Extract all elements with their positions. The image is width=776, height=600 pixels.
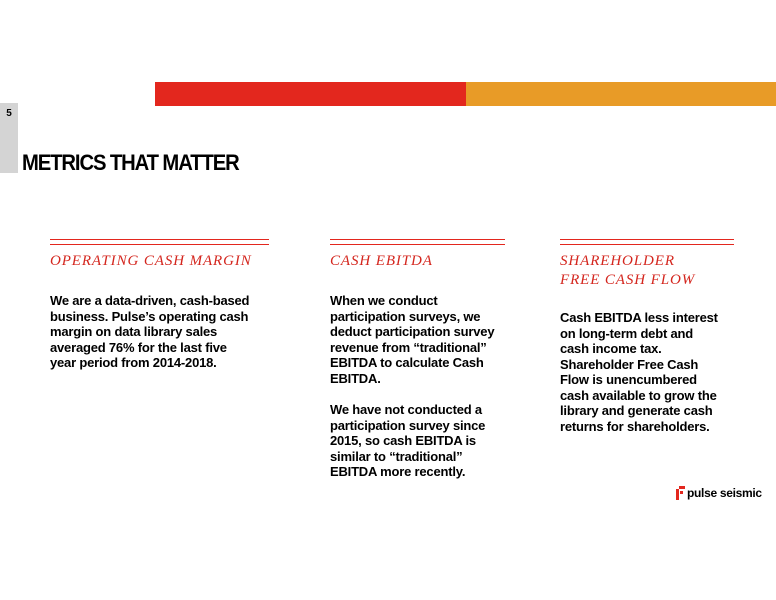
page-title: METRICS THAT MATTER (22, 150, 239, 175)
column-body: When we conduct participation surveys, we deduct participation survey revenue from “traditional” EBITDA to calculate Cash EBITDA. (330, 293, 495, 386)
column-body: We are a data-driven, cash-based business. Pulse’s operating cash margin on data library sales averaged 76% for the last five year period from 2014-2018. (50, 293, 250, 370)
heading-rule (560, 239, 734, 245)
column-shareholder-free-cash-flow (560, 239, 734, 434)
heading-rule (50, 239, 269, 245)
logo-text: pulse seismic (687, 486, 762, 500)
page-number: 5 (6, 108, 12, 119)
accent-bar-orange (466, 82, 776, 106)
heading-rule (330, 239, 505, 245)
column-heading: CASH EBITDA (330, 253, 433, 269)
pulse-logo-icon (676, 486, 685, 500)
company-logo (676, 486, 762, 500)
column-operating-cash-margin (50, 239, 269, 371)
accent-bar-red (155, 82, 466, 106)
column-body-2: We have not conducted a participation survey since 2015, so cash EBITDA is similar to “traditional” EBITDA more recently. (330, 402, 486, 479)
column-body: Cash EBITDA less interest on long-term debt and cash income tax. Shareholder Free Cash Flow is unencumbered cash available to grow the library and generate cash returns for shareholders. (560, 310, 718, 434)
column-heading: OPERATING CASH MARGIN (50, 253, 252, 269)
column-heading: SHAREHOLDER FREE CASH FLOW (560, 253, 696, 288)
column-cash-ebitda (330, 239, 505, 480)
